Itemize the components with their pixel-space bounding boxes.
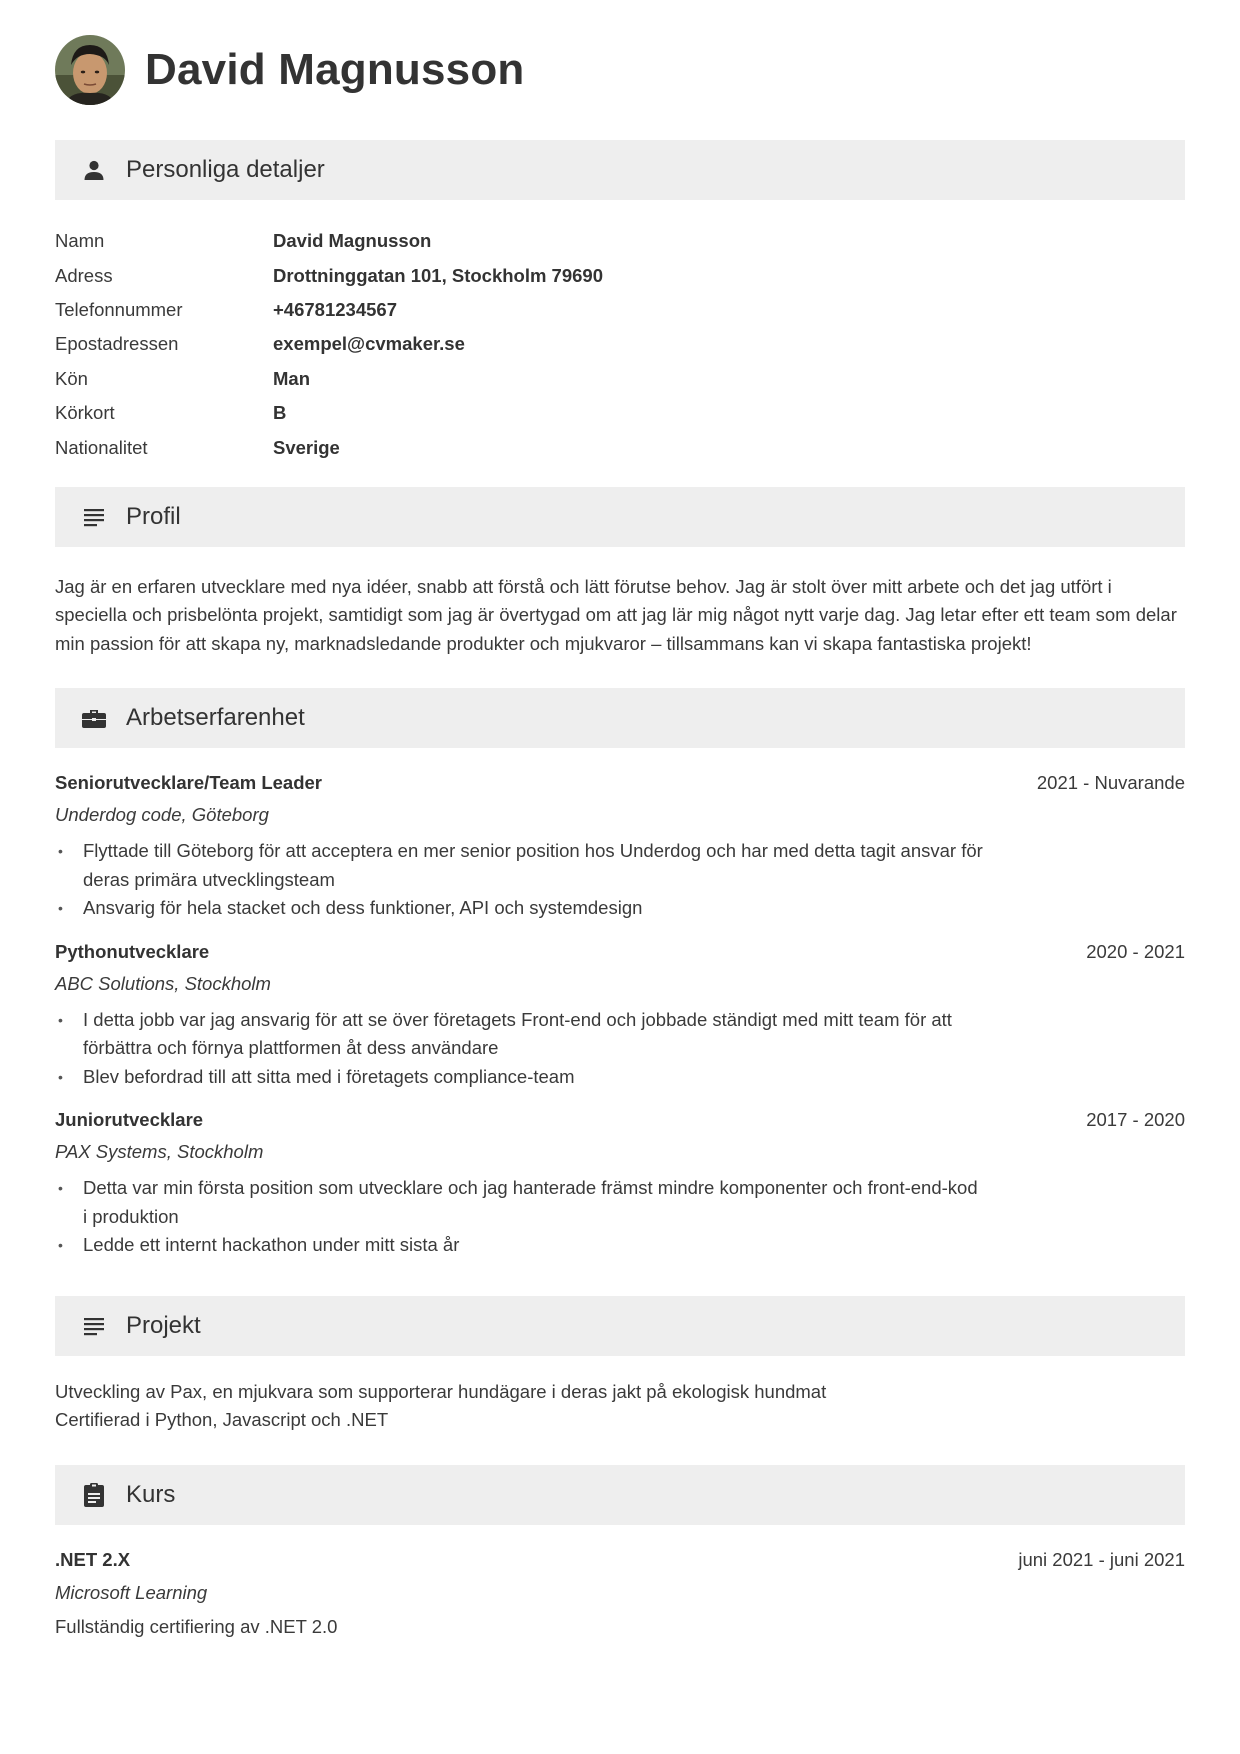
detail-value: exempel@cvmaker.se (273, 333, 465, 355)
profile-text: Jag är en erfaren utvecklare med nya idéer, snabb att förstå och lätt förutse behov. Jag är stolt över mitt arbete och det jag utfört i speciella och prisbelönta projekt, samtidigt som jag är övertygad om att jag lär mig något nytt varje dag. Jag letar efter ett team som delar min passion för att skapa ny, marknadsledande produkter och mjukvaror – tillsammans kan vi skapa fantastiska projekt! (55, 575, 1177, 654)
detail-label: Adress (55, 264, 113, 286)
projects-list (55, 1356, 1185, 1465)
section-projects-header (55, 1296, 1185, 1356)
detail-label: Telefonnummer (55, 298, 183, 320)
section-title: Projekt (126, 1311, 201, 1339)
person-icon (81, 157, 107, 183)
course-date: juni 2021 - juni 2021 (1018, 1548, 1185, 1570)
avatar (55, 35, 125, 105)
work-experience (55, 748, 1185, 1296)
course-desc: Fullständig certifiering av .NET 2.0 (55, 1615, 338, 1637)
detail-value: Man (273, 367, 310, 389)
section-title: Kurs (126, 1480, 176, 1508)
detail-row (55, 430, 1185, 464)
detail-row (55, 258, 1185, 292)
course-org: Microsoft Learning (55, 1581, 208, 1603)
job-entry (55, 772, 1185, 923)
text-lines-icon (81, 504, 107, 530)
job-title: Pythonutvecklare (55, 940, 210, 962)
detail-label: Kön (55, 367, 88, 389)
section-title: Profil (126, 502, 181, 530)
job-title: Seniorutvecklare/Team Leader (55, 772, 323, 794)
project-item: Utveckling av Pax, en mjukvara som supporterar hundägare i deras jakt på ekologisk hundmat (55, 1380, 827, 1402)
job-date: 2021 - Nuvarande (1036, 772, 1185, 794)
job-title: Juniorutvecklare (55, 1109, 204, 1131)
section-courses-header (55, 1465, 1185, 1525)
detail-value: David Magnusson (273, 230, 432, 252)
list-item: • Ansvarig för hela stacket och dess funktioner, API och systemdesign (55, 894, 985, 923)
job-bullets (55, 837, 985, 923)
detail-label: Epostadressen (55, 333, 179, 355)
list-item: • Blev befordrad till att sitta med i företagets compliance-team (55, 1063, 985, 1092)
job-entry (55, 941, 1185, 1092)
candidate-name: David Magnusson (145, 45, 525, 94)
detail-row (55, 362, 1185, 396)
list-item: • Flyttade till Göteborg för att acceptera en mer senior position hos Underdog och har med detta tagit ansvar för deras primära utvecklingsteam (55, 837, 985, 894)
course-title: .NET 2.X (55, 1548, 131, 1570)
job-entry (55, 1109, 1185, 1260)
section-title: Arbetserfarenhet (126, 704, 305, 732)
job-company: ABC Solutions, Stockholm (55, 972, 271, 994)
section-profile-header (55, 487, 1185, 547)
detail-value: B (273, 402, 287, 424)
detail-label: Körkort (55, 402, 115, 424)
job-company: PAX Systems, Stockholm (55, 1141, 264, 1163)
detail-row (55, 293, 1185, 327)
text-lines-icon (81, 1313, 107, 1339)
list-item: • I detta jobb var jag ansvarig för att se över företagets Front-end och jobbade ständigt med mitt team för att förbättra och förnya plattformen åt dess användare (55, 1006, 985, 1063)
detail-value: Sverige (273, 436, 340, 458)
job-bullets (55, 1174, 985, 1260)
list-item: • Ledde ett internt hackathon under mitt sista år (55, 1231, 985, 1260)
job-date: 2017 - 2020 (1086, 1109, 1185, 1131)
courses-list (55, 1525, 1185, 1638)
project-item: Certifierad i Python, Javascript och .NET (55, 1409, 389, 1431)
section-title: Personliga detaljer (126, 156, 325, 183)
course-entry (55, 1549, 1185, 1638)
detail-row (55, 396, 1185, 430)
section-personal-header (55, 140, 1185, 200)
detail-value: Drottninggatan 101, Stockholm 79690 (273, 264, 604, 286)
list-item: • Detta var min första position som utvecklare och jag hanterade främst mindre komponenter och front-end-kod i produktion (55, 1174, 985, 1231)
clipboard-icon (81, 1482, 107, 1508)
job-date: 2020 - 2021 (1086, 940, 1185, 962)
detail-label: Namn (55, 230, 105, 252)
briefcase-icon (81, 705, 107, 731)
detail-row (55, 224, 1185, 258)
resume-header (55, 0, 1185, 140)
personal-details (55, 200, 1185, 487)
job-company: Underdog code, Göteborg (55, 804, 269, 826)
job-bullets (55, 1006, 985, 1092)
section-work-header (55, 688, 1185, 748)
detail-value: +46781234567 (273, 298, 397, 320)
detail-label: Nationalitet (55, 436, 148, 458)
detail-row (55, 327, 1185, 361)
